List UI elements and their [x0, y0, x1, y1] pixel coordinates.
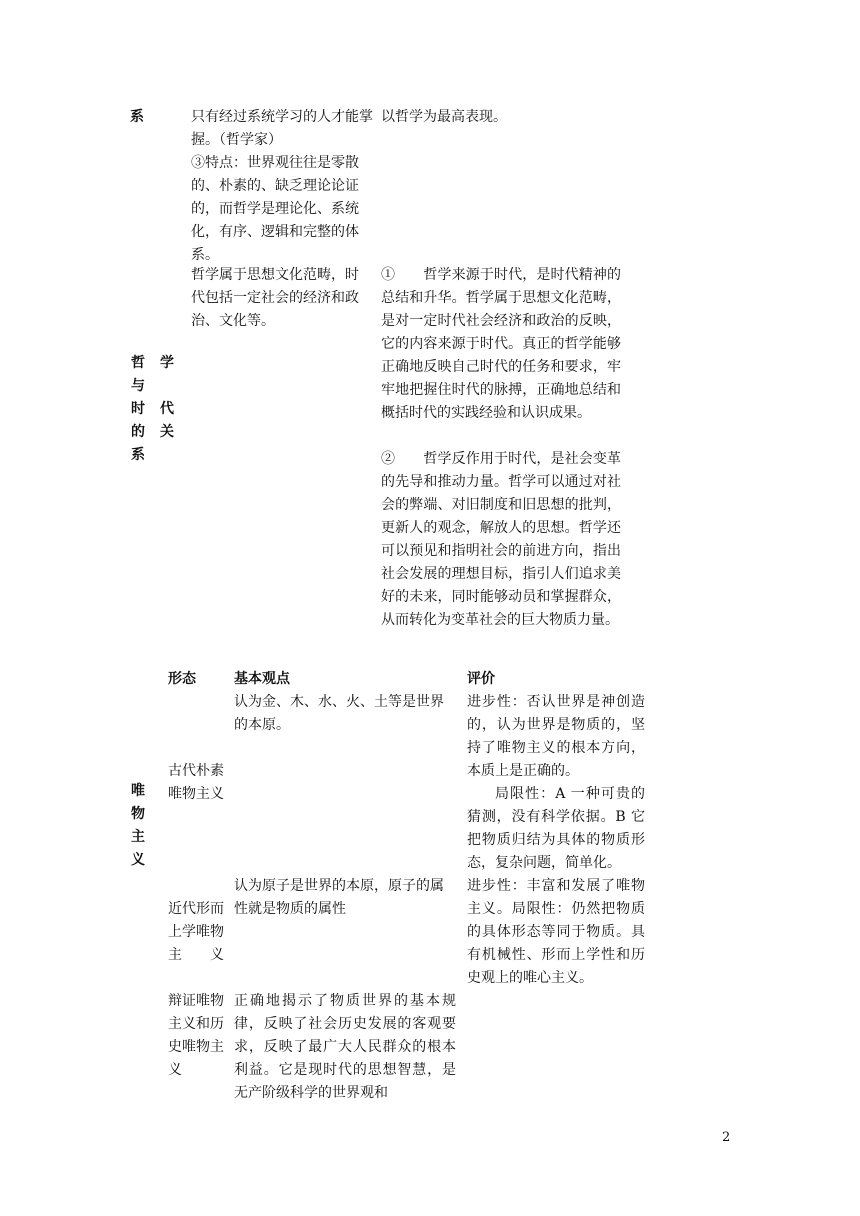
- label-char: 义: [131, 852, 145, 868]
- row1-view: 认为金、木、水、火、土等是世界的本原。: [234, 694, 444, 733]
- label-char: 唯: [131, 783, 145, 799]
- label-char: 主: [131, 829, 145, 845]
- section2-point1: ① 哲学来源于时代，是时代精神的总结和升华。哲学属于思想文化范畴，是对一定时代社会经济和政治的反映，它的内容来源于时代。真正的哲学能够正确地反映自己时代的任务和要求，牢牢地把握住时代的脉搏，正确地总结和概括时代的实践经验和认识成果。: [381, 267, 621, 421]
- row3-view: 正确地揭示了物质世界的基本规律，反映了社会历史发展的客观要求，反映了最广大人民群众的根本利益。它是现时代的思想智慧，是无产阶级科学的世界观和: [234, 993, 456, 1101]
- row1-form: 古代朴素唯物主义: [168, 763, 224, 802]
- section2-label-col2: [159, 352, 175, 444]
- row2-eval: 进步性：丰富和发展了唯物主义。局限性：仍然把物质的具体形态等同于物质。具有机械性、形而上学性和历史观上的唯心主义。: [467, 878, 645, 986]
- row2-view: 认为原子是世界的本原，原子的属性就是物质的属性: [234, 878, 444, 917]
- label-char: 学: [160, 355, 174, 371]
- section2-point2: ② 哲学反作用于时代，是社会变革的先导和推动力量。哲学可以通过对社会的弊端、对旧制度和旧思想的批判，更新人的观念，解放人的思想。哲学还可以预见和指明社会的前进方向，指出社会发展的理想目标，指引人们追求美好的未来，同时能够动员和掌握群众，从而转化为变革社会的巨大物质力量。: [381, 451, 621, 628]
- row2-form: 近代形而上学唯物主义: [168, 901, 224, 963]
- section3-label: [130, 780, 146, 872]
- section2-label-col1: [130, 352, 146, 467]
- label-char: 代: [160, 401, 174, 417]
- header-form: 形态: [168, 671, 196, 687]
- page-number: 2: [722, 1130, 731, 1145]
- label-char: 系: [131, 447, 145, 463]
- section1-label-fragment: 系: [130, 109, 144, 125]
- label-char: 关: [160, 424, 174, 440]
- label-char: 与: [131, 378, 145, 394]
- header-view: 基本观点: [234, 671, 290, 687]
- row1-eval-progress: 进步性：否认世界是神创造的，认为世界是物质的，坚持了唯物主义的根本方向，本质上是正确的。: [467, 694, 645, 779]
- label-char: [159, 375, 175, 398]
- header-eval: 评价: [467, 671, 495, 687]
- section2-middle-text: 哲学属于思想文化范畴，时代包括一定社会的经济和政治、文化等。: [191, 267, 359, 329]
- row1-eval-limit: 局限性：A 一种可贵的猜测，没有科学依据。B 它把物质归结为具体的物质形态，复杂问题，简单化。: [467, 786, 645, 871]
- definition-tail: 只有经过系统学习的人才能掌握。（哲学家）: [191, 109, 373, 148]
- philosophy-feature: ③特点：世界观往往是零散的、朴素的、缺乏理论论证的，而哲学是理论化、系统化，有序、逻辑和完整的体系。: [191, 155, 359, 263]
- section1-right-fragment: 以哲学为最高表现。: [381, 109, 507, 125]
- label-char: 哲: [131, 355, 145, 371]
- label-char: 物: [131, 806, 145, 822]
- label-char: 时: [131, 401, 145, 417]
- row3-form: 辩证唯物主义和历史唯物主义: [168, 993, 224, 1078]
- label-char: 的: [131, 424, 145, 440]
